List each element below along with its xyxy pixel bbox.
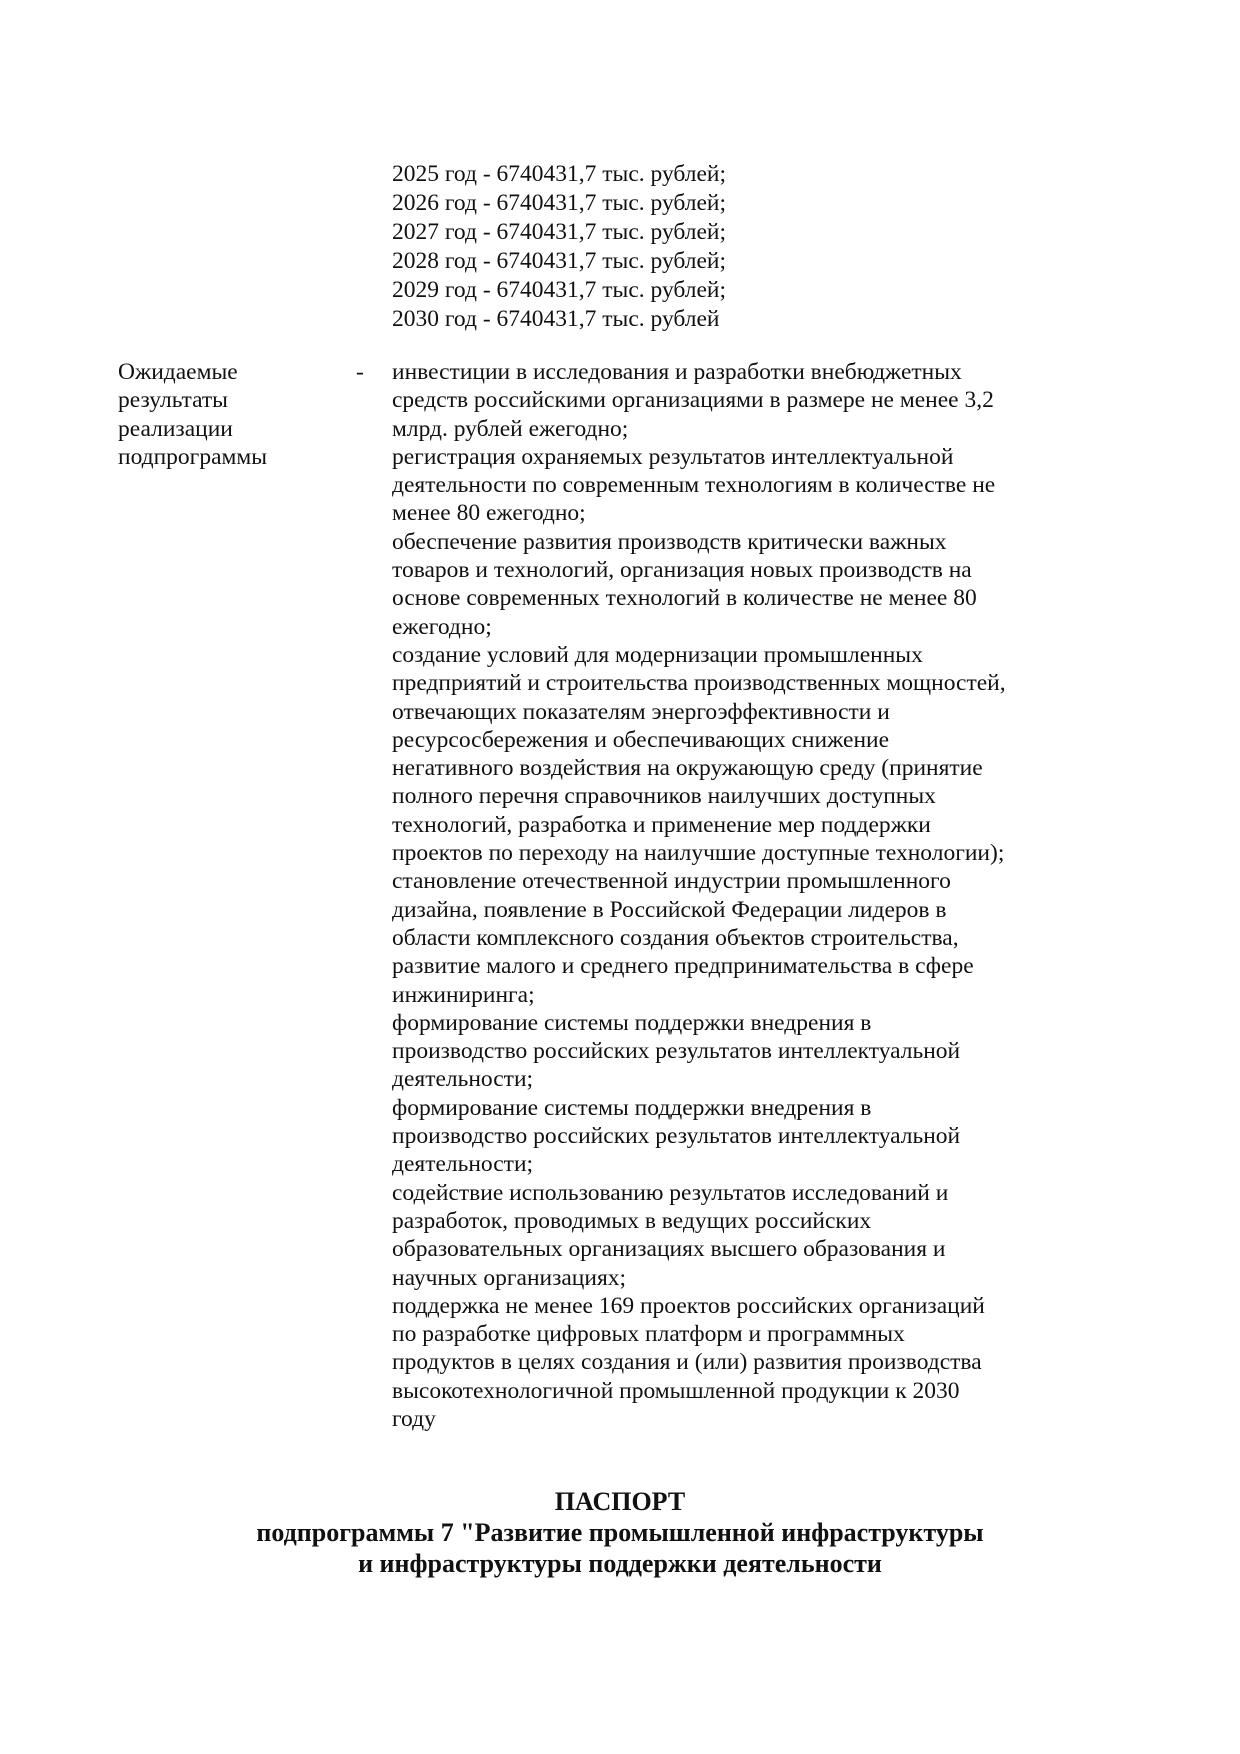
result-line: научных организациях; [392,1264,627,1291]
result-line: технологий, разработка и применение мер поддержки [392,811,931,838]
result-line: содействие использованию результатов исследований и [392,1179,949,1206]
result-line: полного перечня справочников наилучших доступных [392,783,936,810]
result-line: предприятий и строительства производственных мощностей, [392,670,1006,697]
result-line: негативного воздействия на окружающую среду (принятие [392,755,983,782]
funding-line: 2028 год - 6740431,7 тыс. рублей; [392,248,727,274]
label-line: Ожидаемые [118,359,238,385]
subprogram-title-line: и инфраструктуры поддержки деятельности [358,1549,882,1578]
subprogram-title-line: подпрограммы 7 "Развитие промышленной инфраструктуры [256,1518,984,1547]
result-line: инвестиции в исследования и разработки внебюджетных [392,359,962,385]
result-line: инжиниринга; [392,981,535,1008]
result-line: обеспечение развития производств критически важных [392,528,947,555]
result-line: области комплексного создания объектов строительства, [392,924,959,951]
result-line: деятельности; [392,1151,534,1178]
result-line: основе современных технологий в количестве не менее 80 [392,585,977,612]
passport-title: ПАСПОРТ [554,1487,686,1516]
result-line: проектов по переходу на наилучшие доступные технологии); [392,840,1005,867]
result-line: производство российских результатов интеллектуальной [392,1038,961,1065]
result-line: развитие малого и среднего предпринимательства в сфере [392,953,974,980]
result-line: по разработке цифровых платформ и программных [392,1321,905,1348]
label-line: реализации [118,415,233,442]
result-line: создание условий для модернизации промышленных [392,641,923,668]
result-line: млрд. рублей ежегодно; [392,415,629,442]
funding-line: 2027 год - 6740431,7 тыс. рублей; [392,219,727,245]
result-line: производство российских результатов интеллектуальной [392,1123,961,1150]
result-line: товаров и технологий, организация новых производств на [392,557,972,584]
funding-by-year [392,160,726,334]
separator-dash: - [356,359,364,385]
result-line: году [392,1405,436,1432]
result-line: продуктов в целях создания и (или) развития производства [392,1349,982,1376]
expected-results [392,358,1006,1433]
result-line: средств российскими организациями в размере не менее 3,2 [392,387,994,414]
result-line: ресурсосбережения и обеспечивающих снижение [392,726,890,753]
result-line: отвечающих показателям энергоэффективности и [392,698,890,725]
funding-line: 2029 год - 6740431,7 тыс. рублей; [392,277,727,303]
results-label [118,358,267,471]
result-line: деятельности по современным технологиям в количестве не [392,472,996,499]
result-line: регистрация охраняемых результатов интеллектуальной [392,443,954,470]
result-line: менее 80 ежегодно; [392,500,586,527]
funding-line: 2025 год - 6740431,7 тыс. рублей; [392,161,727,187]
funding-line: 2030 год - 6740431,7 тыс. рублей [392,306,720,332]
result-line: формирование системы поддержки внедрения в [392,1094,872,1121]
funding-line: 2026 год - 6740431,7 тыс. рублей; [392,190,727,216]
label-line: результаты [118,387,228,414]
result-line: поддержка не менее 169 проектов российских организаций [392,1292,985,1319]
result-line: дизайна, появление в Российской Федерации лидеров в [392,896,947,923]
result-line: деятельности; [392,1066,534,1093]
label-line: подпрограммы [118,443,268,470]
result-line: высокотехнологичной промышленной продукции к 2030 [392,1377,960,1404]
result-line: становление отечественной индустрии промышленного [392,868,951,895]
result-line: разработок, проводимых в ведущих российских [392,1207,872,1234]
result-line: ежегодно; [392,613,492,640]
result-line: формирование системы поддержки внедрения в [392,1009,872,1036]
result-line: образовательных организациях высшего образования и [392,1236,946,1263]
section-heading [0,1486,1240,1579]
